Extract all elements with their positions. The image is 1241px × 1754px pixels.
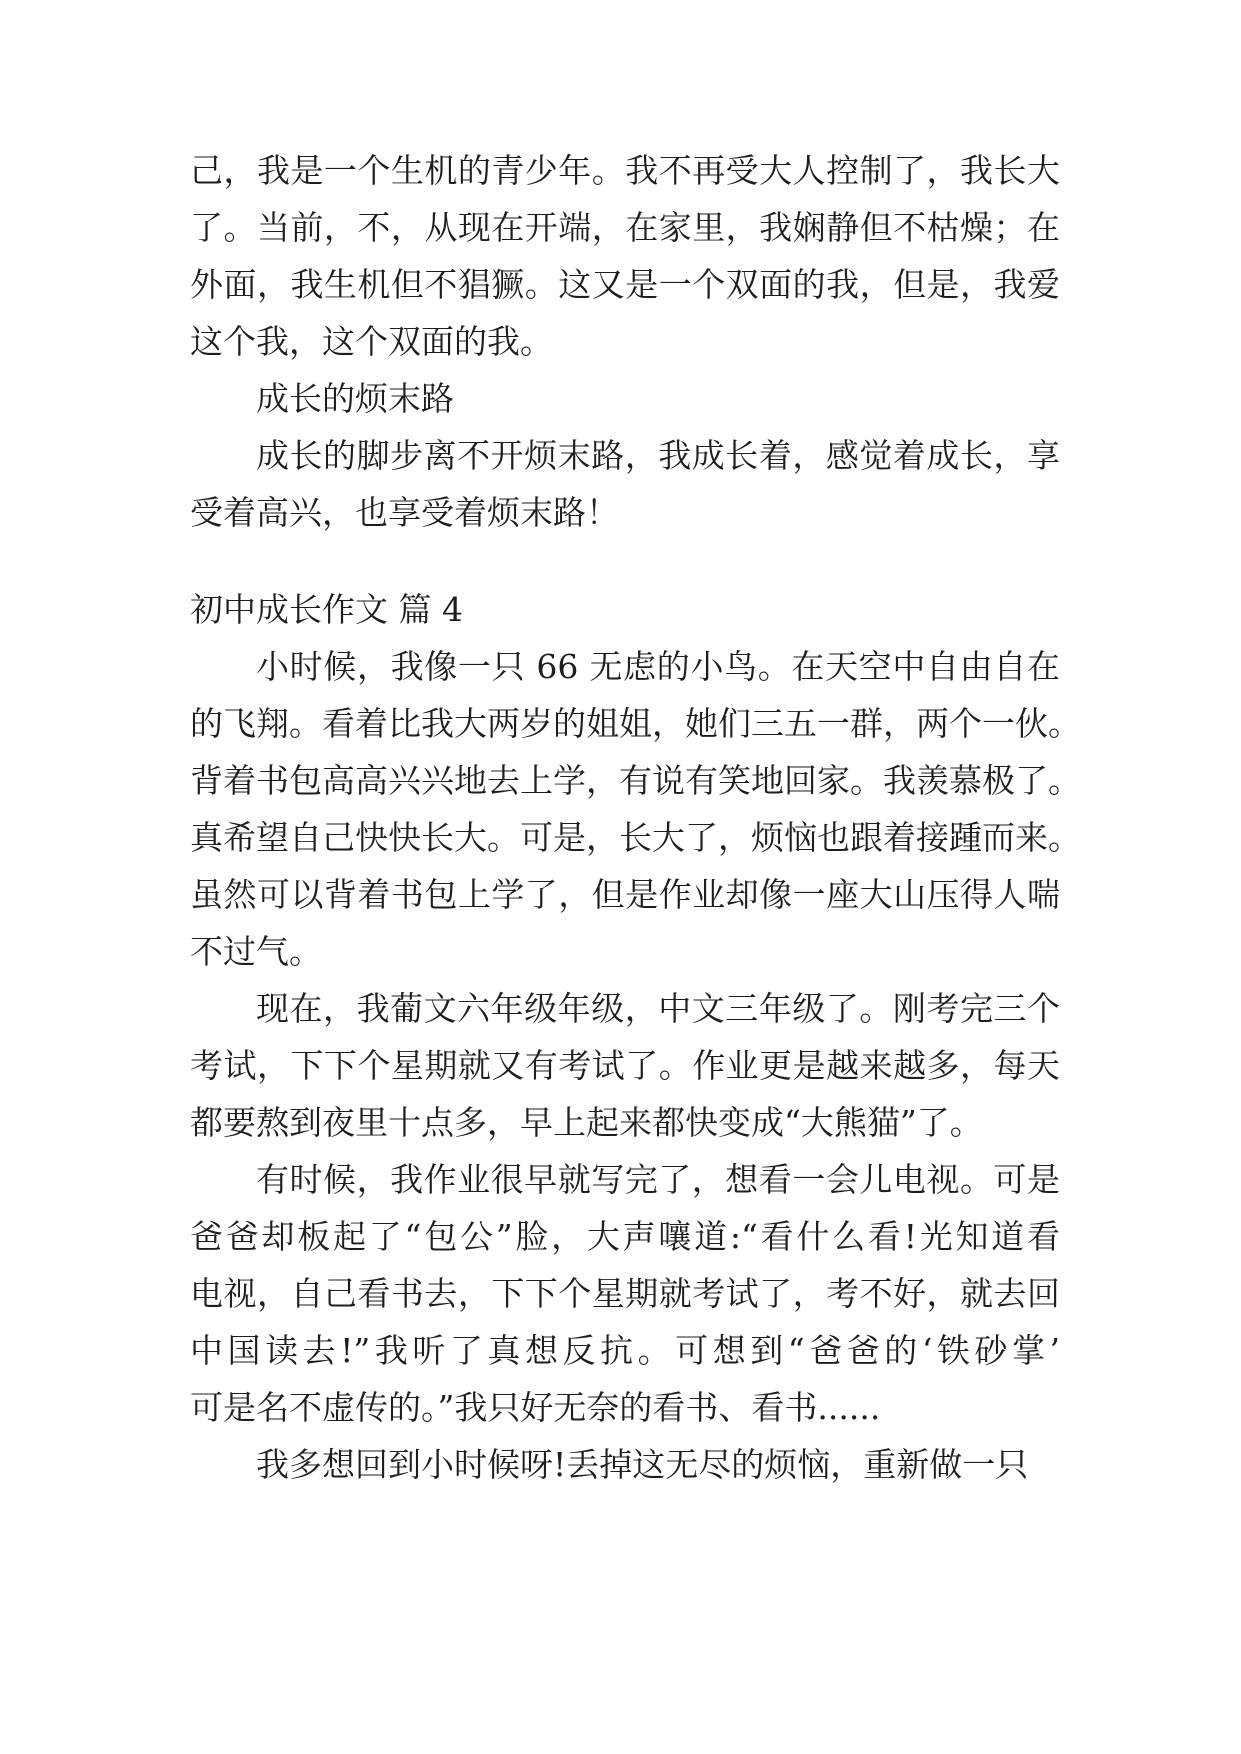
paragraph-line: 中国读去!”我听了真想反抗。可想到“爸爸的‘铁砂掌’ [190,1331,1060,1370]
paragraph-line: 有时候，我作业很早就写完了，想看一会儿电视。可是 [256,1160,1060,1199]
paragraph-line: 都要熬到夜里十点多，早上起来都快变成“大熊猫”了。 [190,1103,983,1142]
paragraph-line: 小时候，我像一只 66 无虑的小鸟。在天空中自由自在 [256,647,1060,686]
paragraph-line: 真希望自己快快长大。可是，长大了，烦恼也跟着接踵而来。 [190,818,1081,857]
continuation-line: 这个我，这个双面的我。 [190,322,553,361]
continuation-line: 己，我是一个生机的青少年。我不再受大人控制了，我长大 [190,151,1060,190]
paragraph-line: 现在，我葡文六年级年级，中文三年级了。刚考完三个 [256,989,1060,1028]
paragraph-line: 我多想回到小时候呀!丢掉这无尽的烦恼，重新做一只 [256,1445,1029,1484]
subheading: 成长的烦末路 [256,379,454,418]
paragraph-line: 考试，下下个星期就又有考试了。作业更是越来越多，每天 [190,1046,1060,1085]
continuation-line: 了。当前，不，从现在开端，在家里，我娴静但不枯燥；在 [190,208,1060,247]
document-body [190,142,1081,1493]
paragraph-line: 电视，自己看书去，下下个星期就考试了，考不好，就去回 [190,1274,1060,1313]
paragraph-line: 虽然可以背着书包上学了，但是作业却像一座大山压得人喘 [190,875,1060,914]
closing-line: 成长的脚步离不开烦末路，我成长着，感觉着成长，享 [256,436,1060,475]
paragraph-line: 爸爸却板起了“包公”脸，大声嚷道:“看什么看!光知道看 [190,1217,1060,1256]
section-title: 初中成长作文 篇 4 [190,590,463,629]
paragraph-line: 不过气。 [190,932,322,971]
paragraph-line: 背着书包高高兴兴地去上学，有说有笑地回家。我羡慕极了。 [190,761,1081,800]
paragraph-line: 的飞翔。看着比我大两岁的姐姐，她们三五一群，两个一伙。 [190,704,1081,743]
continuation-line: 外面，我生机但不猖獗。这又是一个双面的我，但是，我爱 [190,265,1060,304]
paragraph-line: 可是名不虚传的。”我只好无奈的看书、看书...... [190,1388,881,1427]
closing-line: 受着高兴，也享受着烦末路！ [190,493,619,532]
section-gap [190,541,1060,581]
